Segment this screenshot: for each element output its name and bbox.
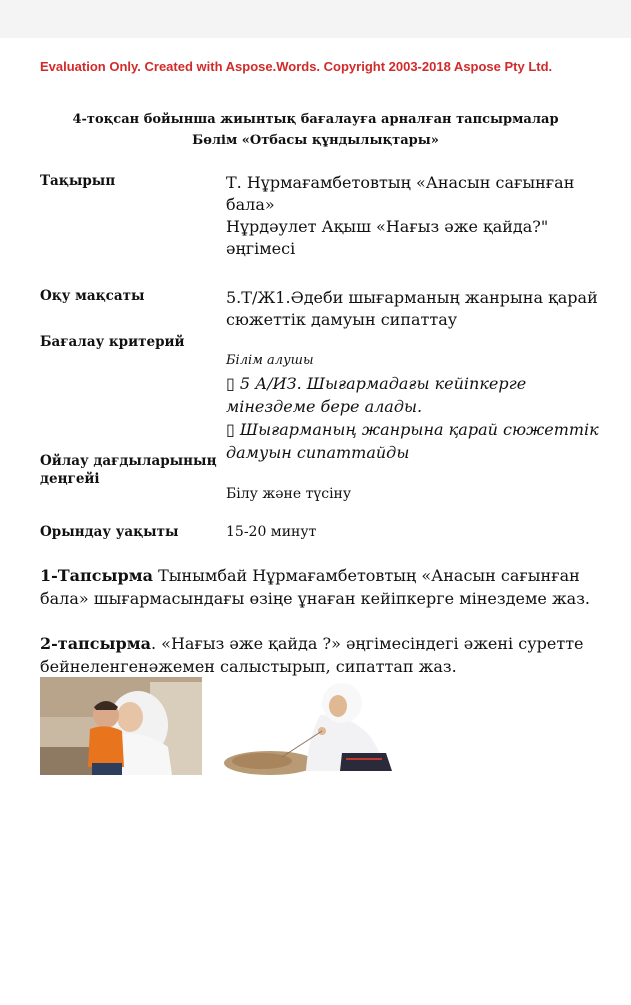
criteria-item-1: ▯ 5 А/ИЗ. Шығармадағы кейіпкерге xyxy=(226,374,527,393)
thinking-label xyxy=(40,452,217,488)
criteria-item-2-cont: дамуын сипаттайды xyxy=(226,443,410,462)
thinking-value: Білу және түсіну xyxy=(226,486,352,502)
time-value: 15-20 минут xyxy=(226,524,317,540)
criteria-item-2: ▯ Шығарманың жанрына қарай сюжеттік xyxy=(226,420,599,439)
goal-label: Оқу мақсаты xyxy=(40,288,145,304)
photo-grandmother-child-image xyxy=(40,677,202,775)
top-bar xyxy=(0,0,631,38)
task-1-text: Тынымбай Нұрмағамбетовтың «Анасын сағынған xyxy=(153,566,580,585)
criteria-list xyxy=(226,372,611,464)
task-2-line-1 xyxy=(40,632,600,655)
topic-line-2: бала» xyxy=(226,195,275,214)
section-title: Бөлім «Отбасы құндылықтары» xyxy=(192,133,439,148)
task-1-title: 1-Тапсырма xyxy=(40,566,153,585)
learner-label: Білім алушы xyxy=(226,353,314,368)
watermark: Evaluation Only. Created with Aspose.Words. Copyright 2003-2018 Aspose Pty Ltd. xyxy=(40,59,553,74)
photo-grandmother-child xyxy=(40,677,202,775)
task-2-line-2: бейнеленгенәжемен салыстырып, сипаттап жаз. xyxy=(40,657,457,676)
topic-line-3: Нұрдәулет Ақыш «Нағыз әже қайда?" xyxy=(226,217,549,236)
task-2 xyxy=(40,632,600,678)
topic-label: Тақырып xyxy=(40,173,116,189)
thinking-label-line-2: деңгейі xyxy=(40,471,100,487)
task-1-line-1 xyxy=(40,564,600,587)
task-1-line-2: бала» шығармасындағы өзіңе ұнаған кейіпкерге мінездеме жаз. xyxy=(40,589,591,608)
task-2-text: . «Нағыз әже қайда ?» әңгімесіндегі әжені суретте xyxy=(151,634,584,653)
page-title: 4-тоқсан бойынша жиынтық бағалауға арналған тапсырмалар xyxy=(72,112,559,127)
topic-line-1: Т. Нұрмағамбетовтың «Анасын сағынған xyxy=(226,173,575,192)
task-2-title: 2-тапсырма xyxy=(40,634,151,653)
topic-value xyxy=(226,172,611,260)
goal-line-1: 5.Т/Ж1.Әдеби шығарманың жанрына қарай xyxy=(226,288,598,307)
task-1 xyxy=(40,564,600,610)
criteria-item-1-cont: мінездеме бере алады. xyxy=(226,397,423,416)
photo-grandmother-spinning xyxy=(222,679,396,775)
criteria-label: Бағалау критерий xyxy=(40,334,185,350)
thinking-label-line-1: Ойлау дағдыларының xyxy=(40,453,217,469)
photo-grandmother-spinning-image xyxy=(222,679,396,775)
goal-value xyxy=(226,287,611,331)
topic-line-4: әңгімесі xyxy=(226,239,296,258)
time-label: Орындау уақыты xyxy=(40,524,179,540)
goal-line-2: сюжеттік дамуын сипаттау xyxy=(226,310,458,329)
